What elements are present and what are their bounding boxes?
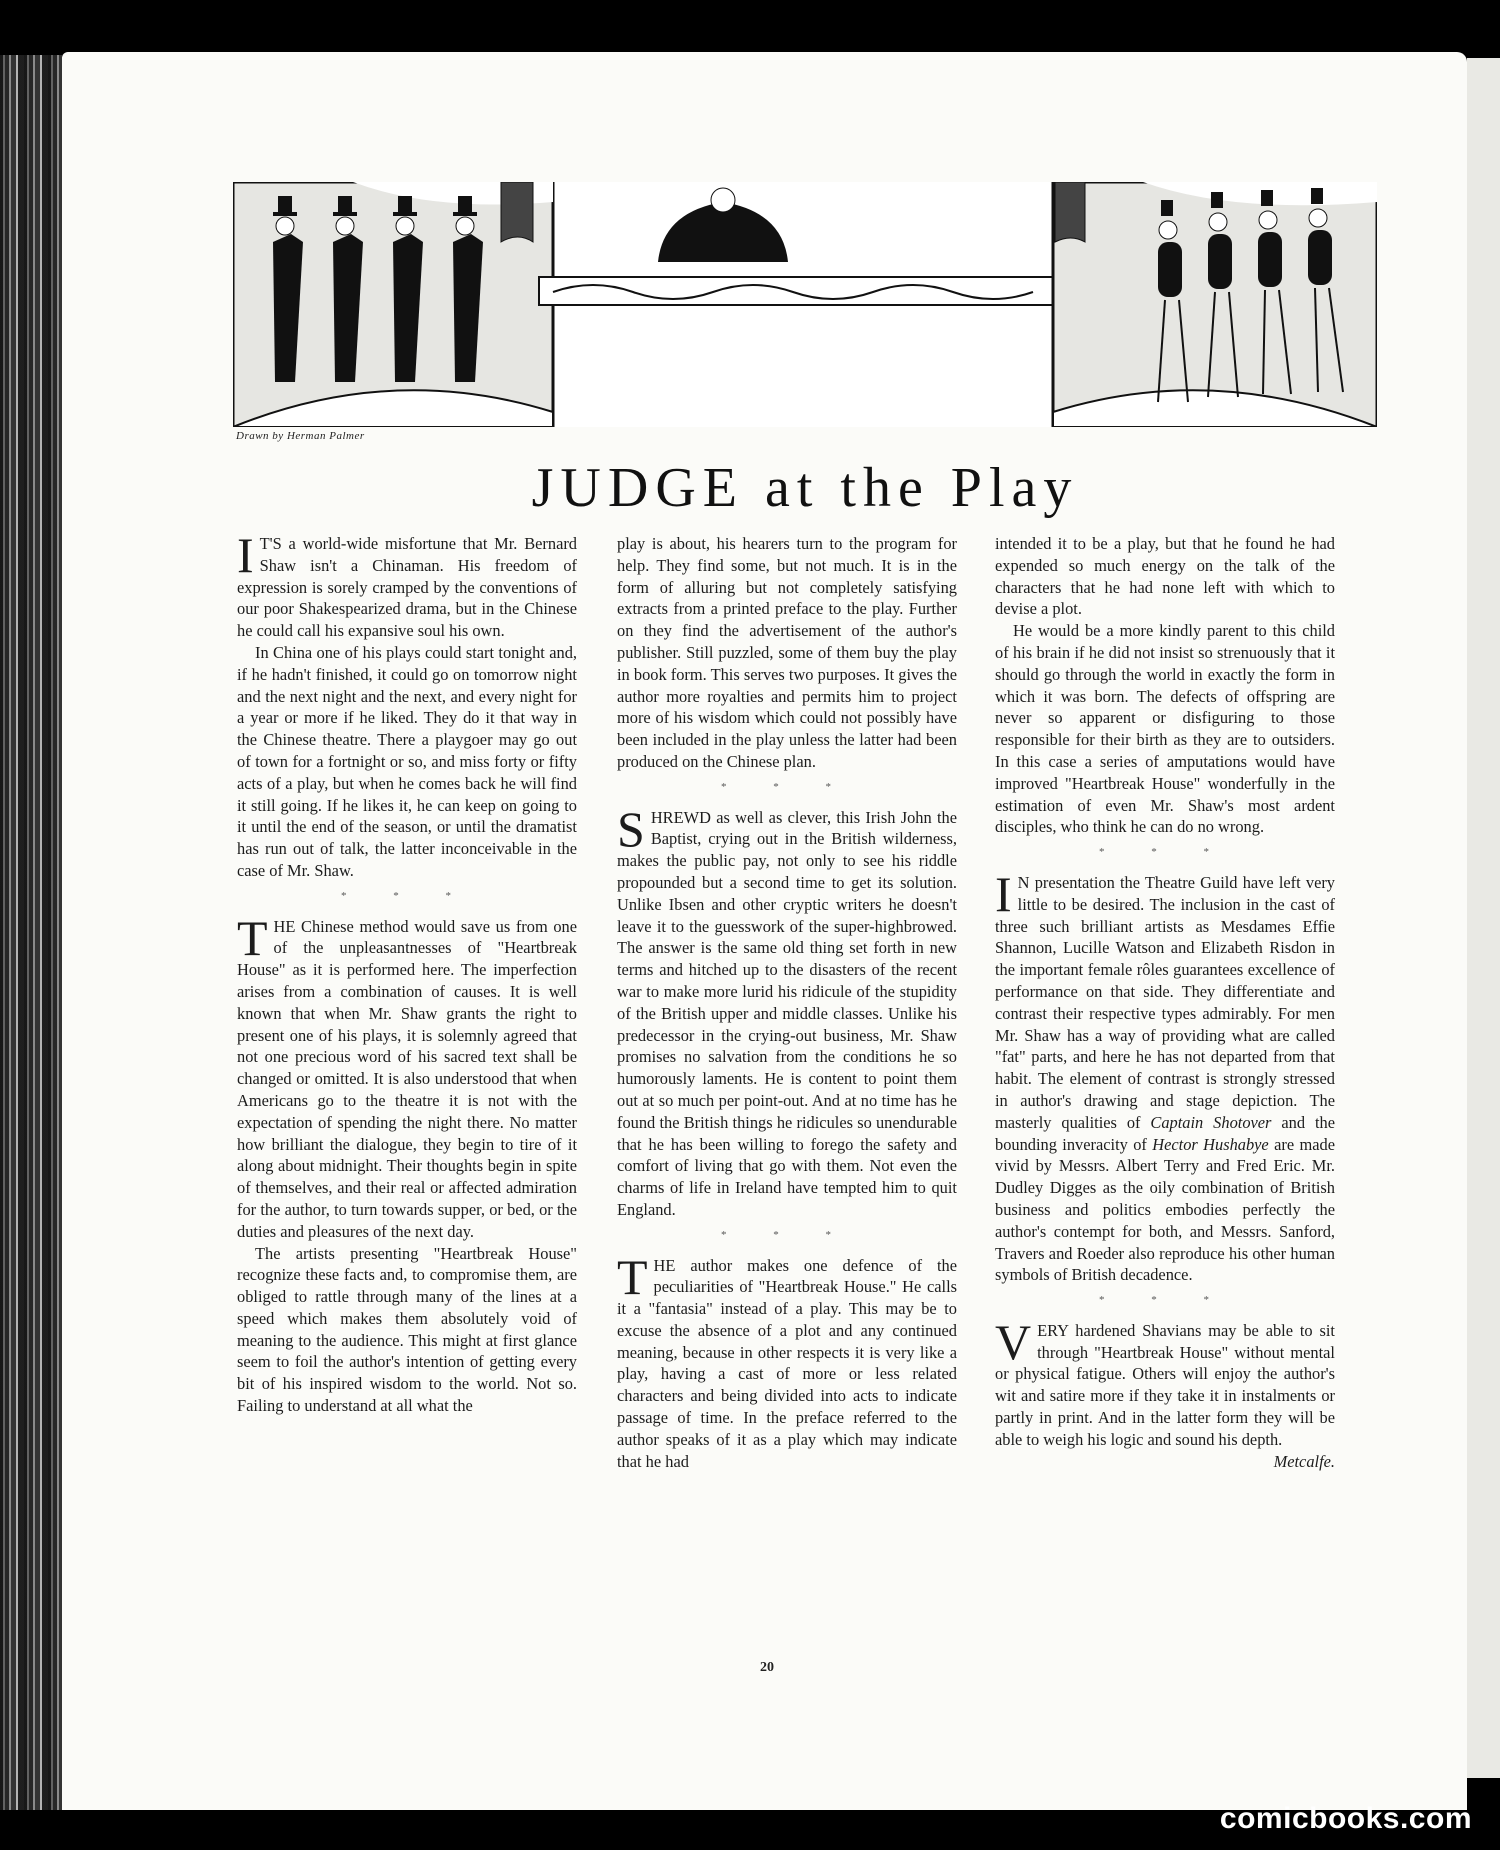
character-name: Captain Shotover [1150,1112,1272,1132]
paragraph: I T'S a world-wide misfortune that Mr. Bernard Shaw isn't a Chinaman. His freedom of expression is sorely cramped by the conventions of our poor Shakespearized drama, but in the Chinese he could call his expansive soul his own. [237,527,577,641]
paragraph: VERY hardened Shavians may be able to sit through "Heartbreak House" without mental or physical fatigue. Others will enjoy the author's wit and satire more if they take it in instalments or partly in print. And in the latter form they will be able to weigh his logic and sound his depth. Metcalfe. [995,1313,1335,1471]
watermark: comicbooks.com [1219,1802,1472,1835]
drop-cap: V [995,1313,1032,1370]
paragraph: SHREWD as well as clever, this Irish John the Baptist, crying out in the British wilderness, makes the public pay, not only to see his riddle propounded but a second time to get its solution. Unlike Ibsen and other cryptic writers he doesn't leave it to the guesswork of the super-highbrowed. The answer is the same old thing set forth in new terms and hitched up to the disasters of the recent war to make more lurid his ridicule of the stupidity of the British upper and middle classes. Unlike his predecessor in the crying-out business, Mr. Shaw promises no salvation from the conditions he so humorously laments. He is content to point them out at so much per point-out. And at no time has he found the British things he ridicules so unendurable that he has been willing to forego the safety and comfort of living that go with them. Not even the charms of life in Ireland have tempted him to quit England. [617,800,957,1219]
column-3 [995,533,1335,1472]
paragraph: The artists presenting "Heartbreak House" recognize these facts and, to compromise them, are obliged to rattle through many of the lines at a speed which makes them absolutely void of meaning to the audience. This might at first glance seem to foil the author's intention of getting every bit of his inspired wisdom to the world. Not so. Failing to understand at all what the [237,1243,577,1416]
section-divider: * * * [1099,1294,1231,1307]
paragraph: I N presentation the Theatre Guild have left very little to be desired. The inclusion in the cast of three such brilliant artists as Mesdames Effie Shannon, Lucille Watson and Elizabeth Risdon in the important female rôles guarantees excellence of performance on that side. They differentiate and contrast their respective types admirably. For men Mr. Shaw has a way of providing what are called "fat" parts, and here he has not departed from that habit. The element of contrast is strongly stressed in author's drawing and stage depiction. The masterly qualities of Captain Shotover and the bounding inveracity of Hector Hushabye are made vivid by Messrs. Albert Terry and Fred Eric. Mr. Dudley Digges as the oily combination of British business and politics embodies perfectly the author's contempt for both, and Messrs. Sanford, Travers and Roeder also reproduce his other human symbols of British decadence. [995,865,1336,1285]
drop-cap: T [237,909,268,966]
drop-cap: I [995,865,1012,922]
page-number: 20 [760,1660,774,1675]
section-divider: * * * [721,1228,853,1241]
paragraph: intended it to be a play, but that he found he had expended so much energy on the talk of the characters that he had none left with which to devise a plot. [995,534,1335,619]
paragraph: play is about, his hearers turn to the program for help. They find some, but not much. It is in the form of alluring but not completely satisfying extracts from a printed preface to the play. Further on they find the advertisement of the author's publisher. Still puzzled, some of them buy the play in book form. This serves two purposes. It gives the author more royalties and permits him to project more of his wisdom which could not possibly have been included in the play unless the latter had been produced on the Chinese plan. [617,534,957,771]
next-page-edge [1467,58,1500,1778]
paragraph: In China one of his plays could start tonight and, if he hadn't finished, it could go on tomorrow night and the next night and the next, and every night for a year or more if he liked. They do it that way in the Chinese theatre. There a playgoer may go out of town for a fortnight or so, and miss forty or fifty acts of a play, but when he comes back he will find it still going. If he likes it, he can keep on going to it until the end of the season, or until the dramatist has run out of talk, the latter inconceivable in the case of Mr. Shaw. [237,642,577,880]
drop-cap: S [617,800,645,857]
drop-cap: T [617,1248,648,1305]
paragraph: THE Chinese method would save us from one of the unpleasantnesses of "Heartbreak House" as it is performed here. The imperfection arises from a combination of causes. It is well known that when Mr. Shaw grants the right to present one of his plays, it is solemnly agreed that not one precious word of his sacred text shall be changed or omitted. It is also understood that when Americans go to the theatre it is not with the expectation of spending the night there. No matter how brilliant the dialogue, they begin to tire of it along about midnight. Their thoughts begin in spite of themselves, and their real or affected admiration for the author, to turn towards supper, or bed, or the duties and pleasures of the next day. [237,909,577,1241]
binding-spine [0,55,62,1810]
header-illustration [233,182,1377,427]
section-divider: * * * [1099,846,1231,859]
column-2 [617,533,957,1472]
author-signature: Metcalfe. [1273,1451,1335,1471]
article-title: JUDGE at the Play [531,457,1079,519]
section-divider: * * * [721,780,853,793]
paragraph: He would be a more kindly parent to this child of his brain if he did not insist so strenuously that it should go through the world in exactly the form in which it was born. The defects of offspring are never so apparent or disfiguring to those responsible for their birth as they are to outsiders. In this case a series of amputations would have improved "Heartbreak House" wonderfully in the estimation of even Mr. Shaw's most ardent disciples, who think he can do no wrong. [995,621,1335,837]
column-1 [237,527,577,1417]
illustration-credit: Drawn by Herman Palmer [236,430,365,442]
character-name: Hector Hushabye [1152,1134,1269,1154]
paragraph: THE author makes one defence of the peculiarities of "Heartbreak House." He calls it a "fantasia" instead of a play. This may be to excuse the absence of a plot and any continued meaning, because in other respects it is very like a play, having a cast of more or less related characters and being divided into acts to indicate passage of time. In the preface referred to the author speaks of it as a play which may indicate that he had [617,1248,957,1471]
drop-cap: I [237,527,254,583]
section-divider: * * * [341,889,473,902]
